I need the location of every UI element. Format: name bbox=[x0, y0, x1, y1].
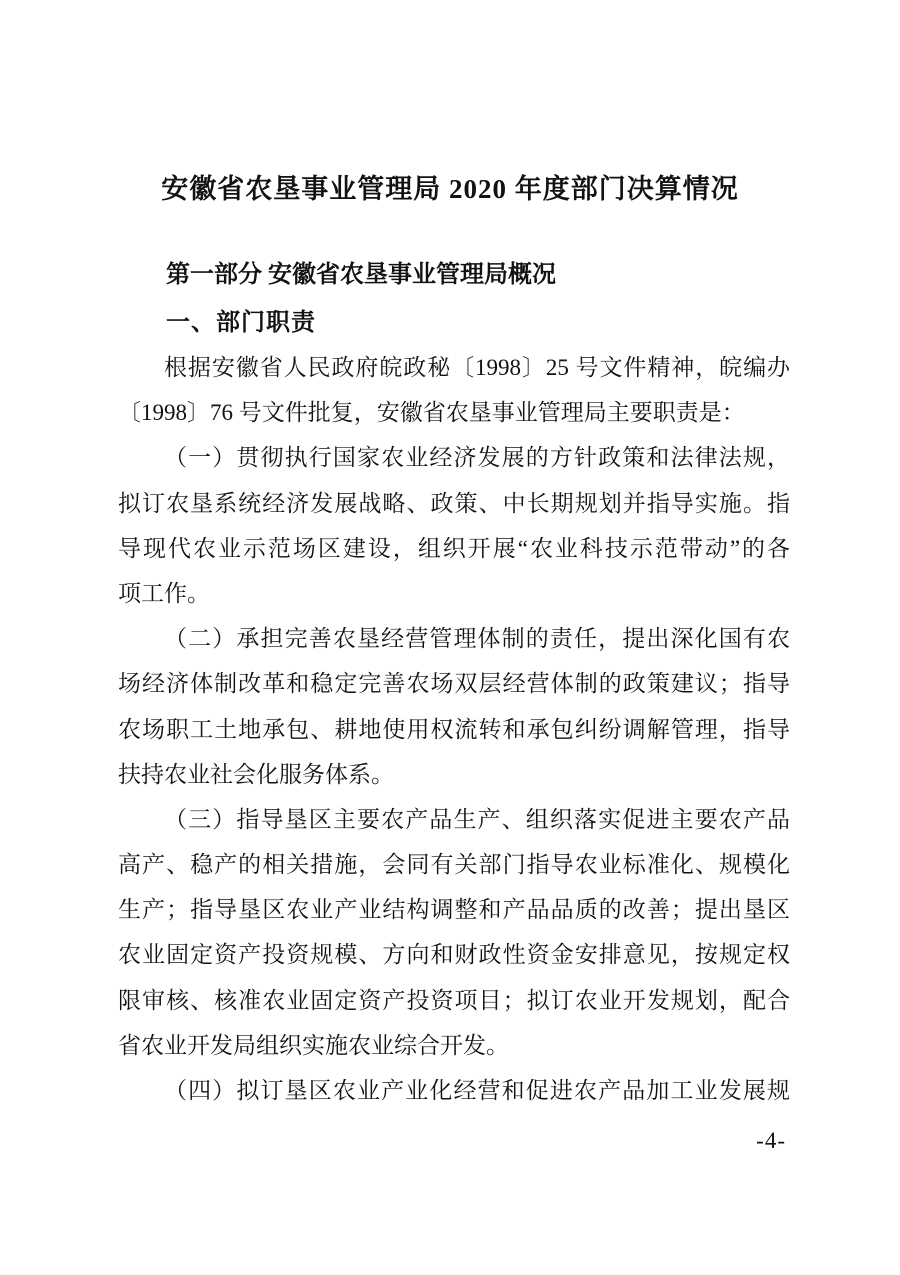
text-line: 导现代农业示范场区建设，组织开展“农业科技示范带动”的各 bbox=[118, 535, 790, 561]
text-line: （二）承担完善农垦经营管理体制的责任，提出深化国有农 bbox=[164, 626, 790, 652]
text-line: 生产；指导垦区农业产业结构调整和产品品质的改善；提出垦区 bbox=[118, 897, 790, 923]
text-line: 农场职工土地承包、耕地使用权流转和承包纠纷调解管理，指导 bbox=[118, 716, 790, 742]
text-line: 场经济体制改革和稳定完善农场双层经营体制的政策建议；指导 bbox=[118, 671, 790, 697]
text-line: 高产、稳产的相关措施，会同有关部门指导农业标准化、规模化 bbox=[118, 852, 790, 878]
text-line: 省农业开发局组织实施农业综合开发。 bbox=[118, 1032, 509, 1058]
text-line: （四）拟订垦区农业产业化经营和促进农产品加工业发展规 bbox=[164, 1078, 790, 1103]
document-title: 安徽省农垦事业管理局 2020 年度部门决算情况 bbox=[161, 174, 739, 204]
text-line: （三）指导垦区主要农产品生产、组织落实促进主要农产品 bbox=[164, 806, 790, 832]
page-number: -4- bbox=[756, 1128, 786, 1153]
text-line: 根据安徽省人民政府皖政秘〔1998〕25 号文件精神，皖编办 bbox=[164, 355, 790, 380]
text-line: 项工作。 bbox=[118, 580, 210, 606]
subsection-heading-duties: 一、部门职责 bbox=[166, 310, 316, 336]
document-body bbox=[118, 345, 790, 1113]
text-line: 拟订农垦系统经济发展战略、政策、中长期规划并指导实施。指 bbox=[118, 490, 790, 516]
text-line: 扶持农业社会化服务体系。 bbox=[118, 761, 394, 787]
text-line: 〔1998〕76 号文件批复，安徽省农垦事业管理局主要职责是： bbox=[118, 400, 745, 426]
section-heading-part1: 第一部分 安徽省农垦事业管理局概况 bbox=[166, 262, 556, 288]
text-line: 限审核、核准农业固定资产投资项目；拟订农业开发规划，配合 bbox=[118, 987, 790, 1013]
text-line: 农业固定资产投资规模、方向和财政性资金安排意见，按规定权 bbox=[118, 942, 790, 968]
text-line: （一）贯彻执行国家农业经济发展的方针政策和法律法规， bbox=[164, 445, 790, 471]
